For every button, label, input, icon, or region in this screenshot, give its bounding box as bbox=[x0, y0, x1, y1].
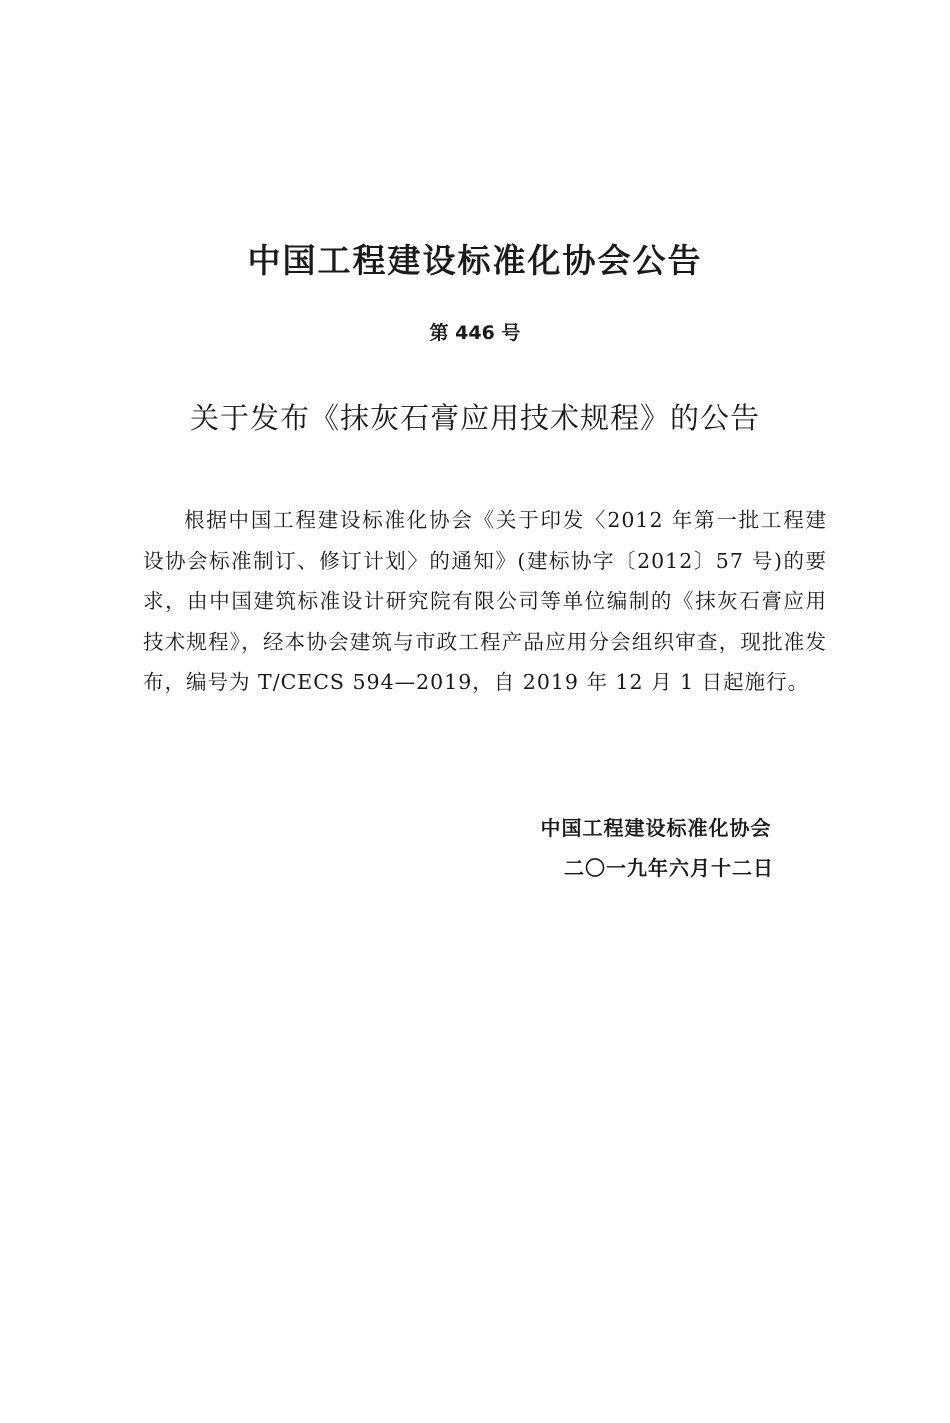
signature-block bbox=[538, 808, 774, 888]
announcement-number: 第 446 号 bbox=[429, 322, 521, 344]
organization-title: 中国工程建设标准化协会公告 bbox=[247, 241, 703, 280]
body-paragraph: 根据中国工程建设标准化协会《关于印发〈2012 年第一批工程建设协会标准制订、修订计划〉的通知》(建标协字〔2012〕57 号)的要求，由中国建筑标准设计研究院有限公司等单位编制的《抹灰石膏应用技术规程》，经本协会建筑与市政工程产品应用分会组织审查，现批准发布，编号为 T/CECS 594—2019，自 2019 年 12 月 1 日起施行。 bbox=[143, 508, 827, 694]
signature-organization: 中国工程建设标准化协会 bbox=[540, 816, 772, 840]
notice-title: 关于发布《抹灰石膏应用技术规程》的公告 bbox=[189, 401, 760, 435]
signature-date: 二〇一九年六月十二日 bbox=[564, 856, 774, 880]
